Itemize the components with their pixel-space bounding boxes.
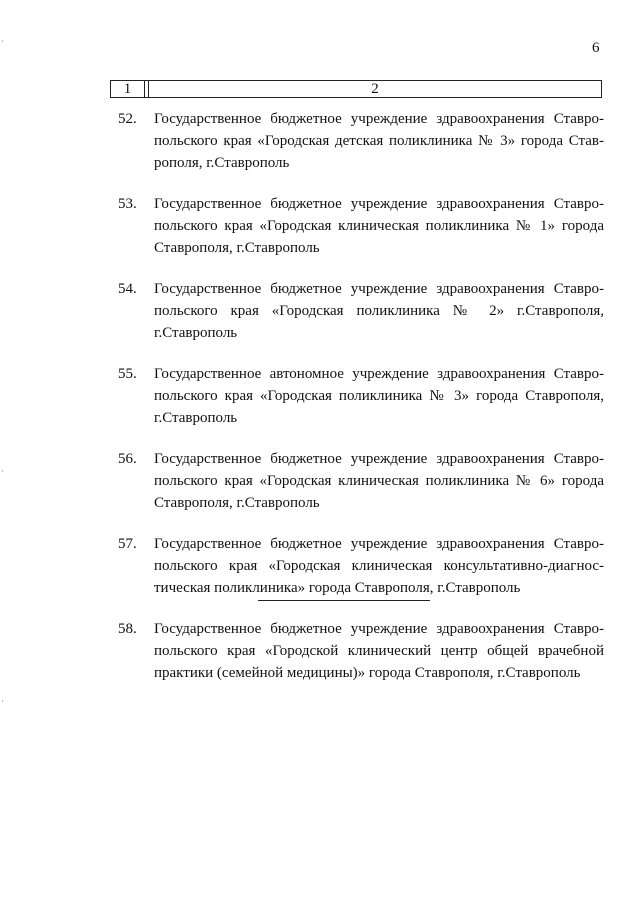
list-item-text-line: Государственное автономное учреждение здравоохранения Ставро- — [154, 366, 604, 382]
list-item — [118, 618, 604, 684]
list-item-number: 54. — [118, 281, 137, 297]
list-item-text-line: Государственное бюджетное учреждение здравоохранения Ставро- — [154, 281, 604, 297]
table-header — [110, 80, 602, 98]
table-header-col1: 1 — [111, 81, 145, 97]
table-header-col2: 2 — [371, 81, 379, 97]
list-item-text-line: Ставрополя, г.Ставрополь — [154, 240, 320, 256]
list-item-text-line: польского края «Городская поликлиника № 2» г.Ставрополя, — [154, 303, 604, 319]
list-item-text-line: Государственное бюджетное учреждение здравоохранения Ставро- — [154, 451, 604, 467]
list-item-text-line: польского края «Городская клиническая поликлиника № 6» города — [154, 473, 604, 489]
list-item-text-line: Ставрополя, г.Ставрополь — [154, 495, 320, 511]
list-item — [118, 363, 604, 429]
scan-mark — [2, 470, 3, 472]
list-item-text-line: польского края «Городская клиническая консультативно-диагнос- — [154, 558, 604, 574]
list-item-text-line: Государственное бюджетное учреждение здравоохранения Ставро- — [154, 621, 604, 637]
list-item-text-line: Государственное бюджетное учреждение здравоохранения Ставро- — [154, 536, 604, 552]
list-item-text-line: польского края «Городской клинический центр общей врачебной — [154, 643, 604, 659]
list-item-text-line: практики (семейной медицины)» города Ставрополя, г.Ставрополь — [154, 665, 581, 681]
list-item — [118, 193, 604, 259]
scan-mark — [2, 700, 3, 702]
list-item — [118, 278, 604, 344]
list-item-text-line: Государственное бюджетное учреждение здравоохранения Ставро- — [154, 111, 604, 127]
scan-mark — [2, 40, 3, 42]
list-item-number: 57. — [118, 536, 137, 552]
page-number: 6 — [592, 40, 600, 56]
list-item — [118, 533, 604, 599]
list-item-number: 52. — [118, 111, 137, 127]
list-item — [118, 108, 604, 174]
list-item-text-line: г.Ставрополь — [154, 410, 238, 426]
list-item-number: 56. — [118, 451, 137, 467]
entry-list — [118, 108, 604, 703]
list-item-text-line: рополя, г.Ставрополь — [154, 155, 290, 171]
list-item-text-line: польского края «Городская клиническая поликлиника № 1» города — [154, 218, 604, 234]
list-item-number: 53. — [118, 196, 137, 212]
list-item — [118, 448, 604, 514]
list-item-number: 58. — [118, 621, 137, 637]
list-item-text-line: тическая поликлиника» города Ставрополя, г.Ставрополь — [154, 580, 521, 596]
list-item-text-line: Государственное бюджетное учреждение здравоохранения Ставро- — [154, 196, 604, 212]
list-item-text-line: польского края «Городская детская поликлиника № 3» города Став- — [154, 133, 604, 149]
list-item-number: 55. — [118, 366, 137, 382]
end-rule — [258, 600, 430, 601]
list-item-text-line: г.Ставрополь — [154, 325, 238, 341]
list-item-text-line: польского края «Городская поликлиника № 3» города Ставрополя, — [154, 388, 604, 404]
